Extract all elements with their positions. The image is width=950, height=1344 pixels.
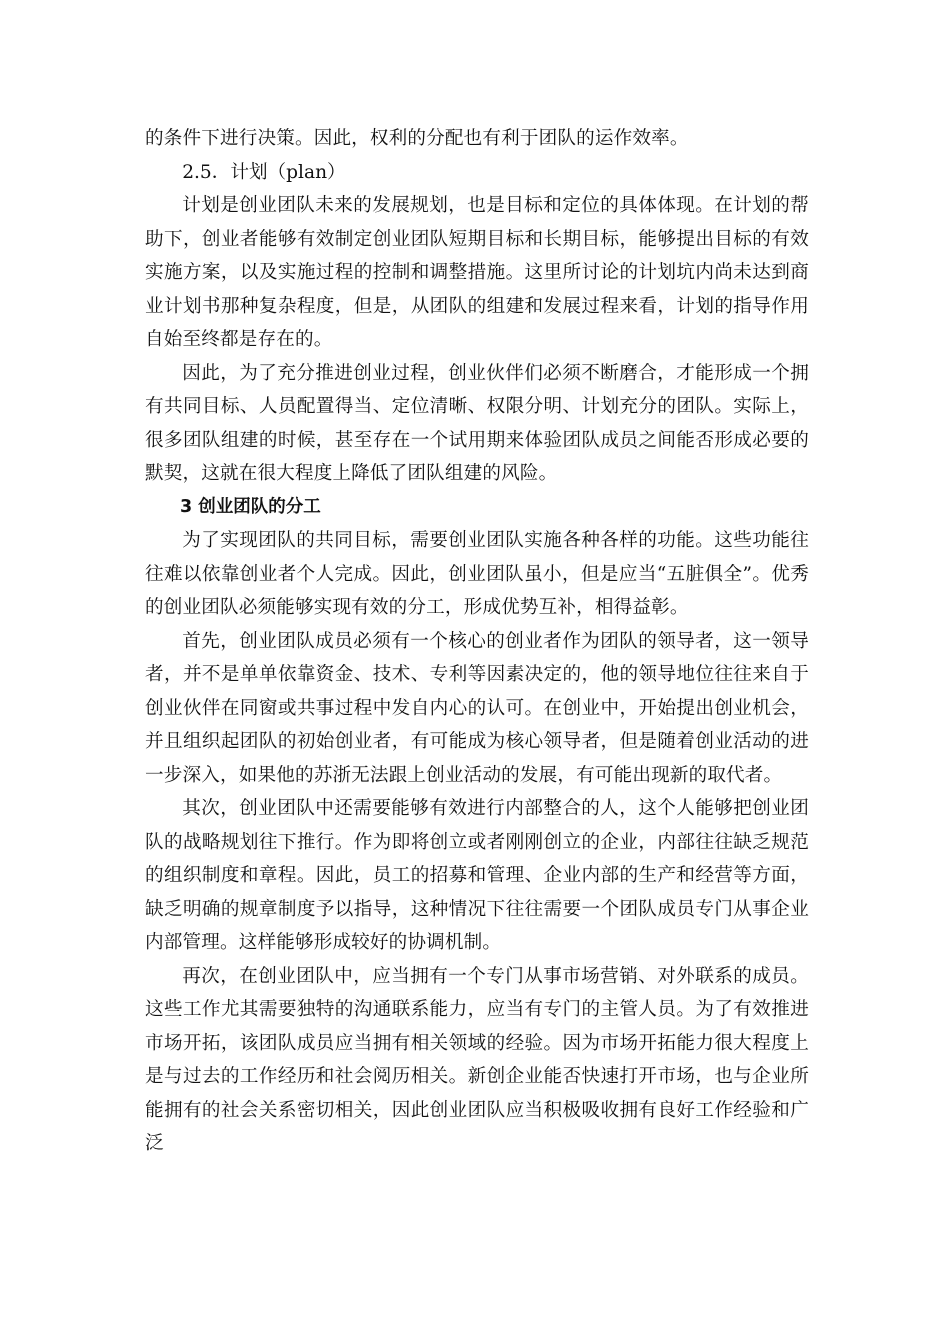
paragraph-first: 首先，创业团队成员必须有一个核心的创业者作为团队的领导者，这一领导者，并不是单单依靠资金、技术、专利等因素决定的，他的领导地位往往来自于创业伙伴在同窗或共事过程中发自内心的认可。在创业中，开始提出创业机会，并且组织起团队的初始创业者，有可能成为核心领导者，但是随着创业活动的进一步深入，如果他的苏浙无法跟上创业活动的发展，有可能出现新的取代者。 (145, 630, 809, 786)
paragraph-third: 再次，在创业团队中，应当拥有一个专门从事市场营销、对外联系的成员。这些工作尤其需要独特的沟通联系能力，应当有专门的主管人员。为了有效推进市场开拓，该团队成员应当拥有相关领域的经验。因为市场开拓能力很大程度上是与过去的工作经历和社会阅历相关。新创企业能否快速打开市场，也与企业所能拥有的社会关系密切相关，因此创业团队应当积极吸收拥有良好工作经验和广泛 (145, 965, 809, 1154)
section-heading-3: 3 创业团队的分工 (180, 496, 321, 517)
paragraph-continued: 的条件下进行决策。因此，权利的分配也有利于团队的运作效率。 (145, 128, 689, 149)
paragraph-second: 其次，创业团队中还需要能够有效进行内部整合的人，这个人能够把创业团队的战略规划往下推行。作为即将创立或者刚刚创立的企业，内部往往缺乏规范的组织制度和章程。因此，员工的招募和管理、企业内部的生产和经营等方面，缺乏明确的规章制度予以指导，这种情况下往往需要一个团队成员专门从事企业内部管理。这样能够形成较好的协调机制。 (145, 798, 809, 953)
paragraph-therefore: 因此，为了充分推进创业过程，创业伙伴们必须不断磨合，才能形成一个拥有共同目标、人员配置得当、定位清晰、权限分明、计划充分的团队。实际上，很多团队组建的时候，甚至存在一个试用期来体验团队成员之间能否形成必要的默契，这就在很大程度上降低了团队组建的风险。 (145, 362, 809, 484)
document-body (145, 122, 809, 1161)
section-heading-2-5: 2.5．计划（plan） (182, 161, 346, 183)
paragraph-division: 为了实现团队的共同目标，需要创业团队实施各种各样的功能。这些功能往往难以依靠创业者个人完成。因此，创业团队虽小，但是应当“五脏俱全”。优秀的创业团队必须能够实现有效的分工，形成优势互补，相得益彰。 (145, 530, 809, 618)
paragraph-plan: 计划是创业团队未来的发展规划，也是目标和定位的具体体现。在计划的帮助下，创业者能够有效制定创业团队短期目标和长期目标，能够提出目标的有效实施方案，以及实施过程的控制和调整措施。这里所讨论的计划坑内尚未达到商业计划书那种复杂程度，但是，从团队的组建和发展过程来看，计划的指导作用自始至终都是存在的。 (145, 195, 809, 350)
